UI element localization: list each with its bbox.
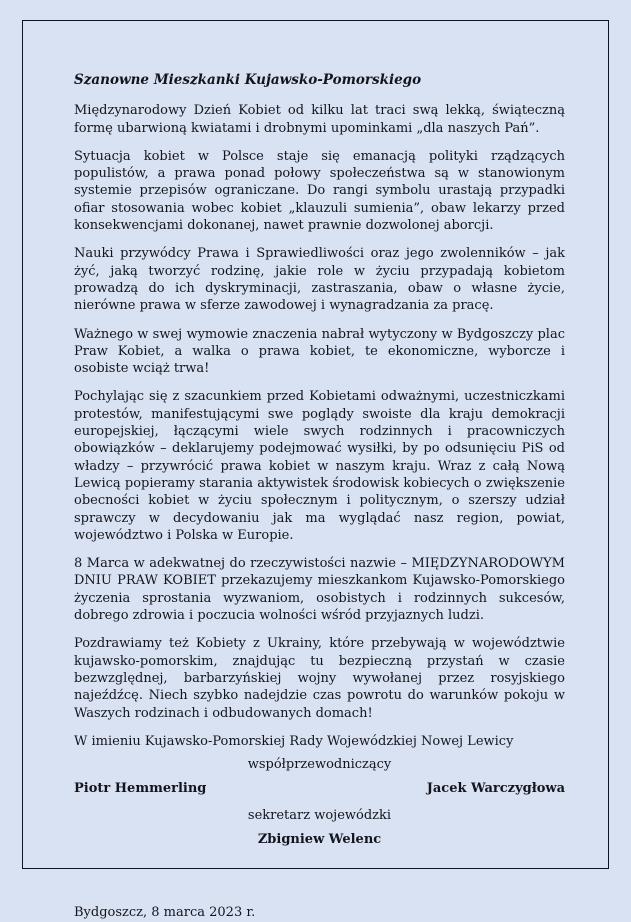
- letter-body: [74, 72, 565, 922]
- paragraph-7: Pozdrawiamy też Kobiety z Ukrainy, które przebywają w województwie kujawsko-pomorskim, znajdując tu bezpieczną przystań w czasie bezwzględnej, barbarzyńskiej wojny wywołanej przez rosyjskiego najeźdźcę. Niech szybko nadejdzie czas powrotu do warunków pokoju w Waszych rodzinach i odbudowanych domach!: [74, 636, 565, 721]
- co-chair-signatures: [74, 780, 565, 797]
- paragraph-4: Ważnego w swej wymowie znaczenia nabrał wytyczony w Bydgoszczy plac Praw Kobiet, a walka o prawa kobiet, te ekonomiczne, wyborcze i osobiste wciąż trwa!: [74, 326, 565, 377]
- paragraph-2: Sytuacja kobiet w Polsce staje się emanacją polityki rządzących populistów, a prawa ponad połowy społeczeństwa są w stanowionym systemie przepisów ograniczane. Do rangi symbolu urastają przypadki ofiar stosowania wobec kobiet „klauzuli sumienia”, obaw lekarzy przed konsekwencjami dokonanej, nawet prawnie dozwolonej aborcji.: [74, 148, 565, 234]
- signature-right-name: Jacek Warczygłowa: [426, 781, 565, 797]
- co-chair-title: współprzewodniczący: [247, 757, 392, 773]
- paragraph-1: Międzynarodowy Dzień Kobiet od kilku lat traci swą lekką, świąteczną formę ubarwioną kwiatami i drobnymi upominkami „dla naszych Pań”.: [74, 103, 565, 136]
- paragraph-5: Pochylając się z szacunkiem przed Kobietami odważnymi, uczestniczkami protestów, manifestującymi swe poglądy swoiste dla kraju demokracji europejskiej, łączącymi wiele swych rodzinnych i pracowniczych obowiązków – deklarujemy podejmować wysiłki, by po odsunięciu PiS od władzy – przywrócić prawa kobiet w naszym kraju. Wraz z całą Nową Lewicą popieramy starania aktywistek środowisk kobiecych o zwiększenie obecności kobiet w życiu społecznym i politycznym, o szerszy udział sprawczy w decydowaniu jak ma wyglądać nasz region, powiat, województwo i Polska w Europie.: [74, 389, 565, 543]
- secretary-signature-name: Zbigniew Welenc: [257, 831, 382, 847]
- secretary-title: sekretarz wojewódzki: [247, 807, 392, 823]
- salutation-heading: Szanowne Mieszkanki Kujawsko-Pomorskiego: [74, 72, 422, 88]
- place-and-date: Bydgoszcz, 8 marca 2023 r.: [74, 905, 256, 921]
- paragraph-3: Nauki przywódcy Prawa i Sprawiedliwości oraz jego zwolenników – jak żyć, jaką tworzyć rodzinę, jakie role w życiu przypadają kobietom prowadzą do ich dyskryminacji, zastraszania, obaw o własne życie, nierówne prawa w sferze zawodowej i wynagradzania za pracę.: [74, 246, 565, 314]
- signature-left-name: Piotr Hemmerling: [74, 781, 207, 797]
- paragraph-6: 8 Marca w adekwatnej do rzeczywistości nazwie – MIĘDZYNARODOWYM DNIU PRAW KOBIET przekazujemy mieszkankom Kujawsko-Pomorskiego życzenia sprostania wyzwaniom, osobistych i rodzinnych sukcesów, dobrego zdrowia i poczucia wolności wśród przyjaznych ludzi.: [74, 556, 565, 624]
- on-behalf-line: W imieniu Kujawsko-Pomorskiej Rady Wojewódzkiej Nowej Lewicy: [74, 733, 514, 749]
- letter-page: [22, 20, 609, 921]
